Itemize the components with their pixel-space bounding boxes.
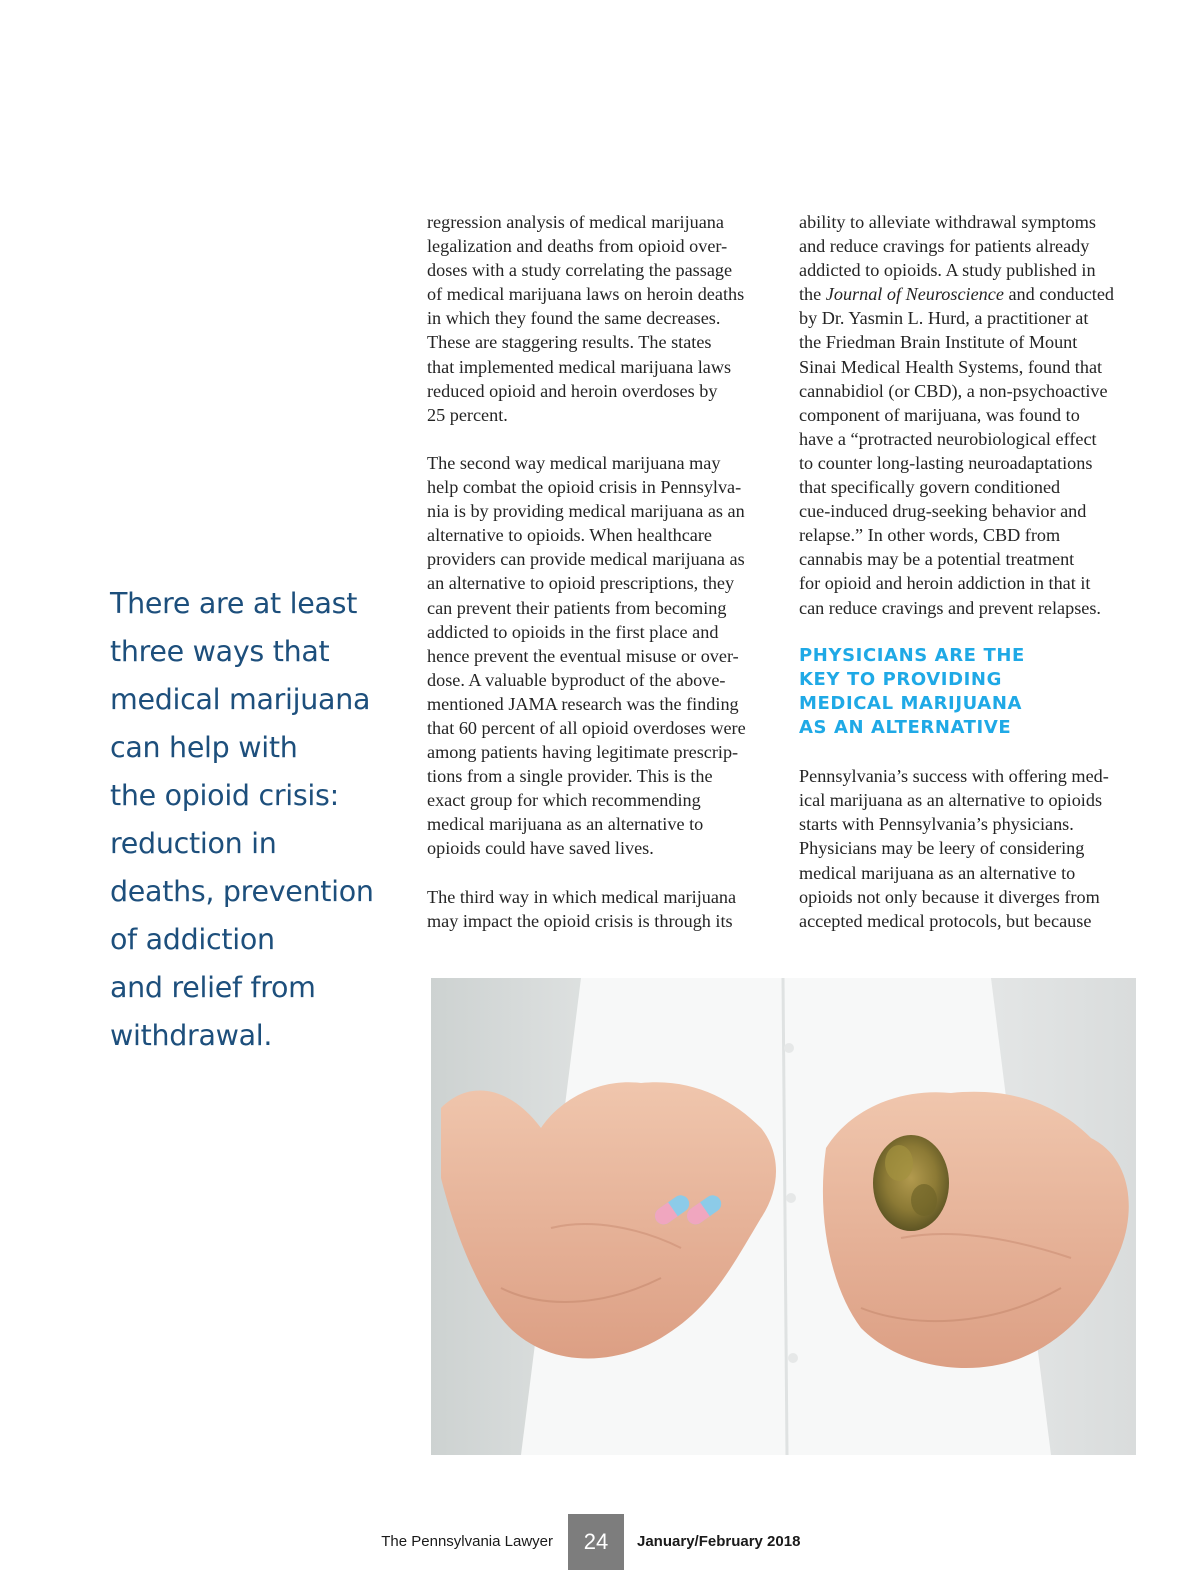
text-line: can prevent their patients from becoming	[427, 597, 727, 618]
pull-quote-line: withdrawal.	[110, 1019, 273, 1052]
text-line: Physicians may be leery of considering	[799, 838, 1085, 859]
pull-quote-line: the opioid crisis:	[110, 779, 339, 812]
text-line: by Dr. Yasmin L. Hurd, a practitioner at	[799, 308, 1089, 329]
text-line: exact group for which recommending	[427, 790, 701, 811]
pull-quote-line: reduction in	[110, 827, 277, 860]
text-line: to counter long-lasting neuroadaptations	[799, 452, 1093, 473]
hands-photo	[431, 978, 1136, 1455]
text-line: the Friedman Brain Institute of Mount	[799, 332, 1078, 353]
text-line: for opioid and heroin addiction in that it	[799, 573, 1091, 594]
text-run: and conducted	[1003, 284, 1115, 305]
article-column-2	[799, 210, 1144, 957]
issue-date: January/February 2018	[637, 1533, 801, 1550]
heading-line: PHYSICIANS ARE THE	[799, 644, 1025, 666]
article-column-1	[427, 210, 772, 957]
text-line: among patients having legitimate prescrip-	[427, 742, 739, 763]
paragraph-regression	[427, 210, 772, 427]
text-line: regression analysis of medical marijuana	[427, 212, 724, 232]
text-line: component of marijuana, was found to	[799, 404, 1080, 425]
heading-line: KEY TO PROVIDING	[799, 668, 1002, 690]
text-line: that 60 percent of all opioid overdoses were	[427, 717, 746, 738]
text-line: starts with Pennsylvania’s physicians.	[799, 814, 1074, 835]
heading-line: MEDICAL MARIJUANA	[799, 692, 1023, 714]
page-number: 24	[568, 1514, 624, 1570]
pull-quote-line: and relief from	[110, 971, 316, 1004]
pull-quote-line: can help with	[110, 731, 298, 764]
text-line: help combat the opioid crisis in Pennsylva-	[427, 477, 742, 498]
text-line: may impact the opioid crisis is through its	[427, 910, 733, 931]
text-line: nia is by providing medical marijuana as an	[427, 501, 745, 522]
text-line: opioids not only because it diverges from	[799, 886, 1100, 907]
text-line: medical marijuana as an alternative to	[799, 862, 1076, 883]
pull-quote-line: deaths, prevention	[110, 875, 374, 908]
pull-quote-line: There are at least	[110, 587, 358, 620]
text-line: cannabis may be a potential treatment	[799, 549, 1075, 570]
text-line: and reduce cravings for patients already	[799, 236, 1090, 257]
text-line: accepted medical protocols, but because	[799, 910, 1092, 931]
text-line: dose. A valuable byproduct of the above-	[427, 669, 726, 690]
text-line: tions from a single provider. This is the	[427, 766, 713, 787]
text-line: cannabidiol (or CBD), a non-psychoactive	[799, 380, 1108, 401]
text-line: providers can provide medical marijuana as	[427, 549, 745, 570]
text-line: opioids could have saved lives.	[427, 838, 654, 859]
pull-quote	[110, 580, 380, 1060]
text-line: Pennsylvania’s success with offering med-	[799, 766, 1109, 787]
journal-title: Journal of Neuroscience	[825, 284, 1004, 305]
text-line: in which they found the same decreases.	[427, 308, 721, 329]
text-line: mentioned JAMA research was the finding	[427, 693, 739, 714]
text-line: legalization and deaths from opioid over-	[427, 236, 728, 257]
text-line: cue-induced drug-seeking behavior and	[799, 501, 1087, 522]
text-line: relapse.” In other words, CBD from	[799, 525, 1061, 546]
page-footer	[0, 1514, 1200, 1570]
section-heading	[799, 644, 1144, 740]
text-line: hence prevent the eventual misuse or over-	[427, 645, 739, 666]
heading-line: AS AN ALTERNATIVE	[799, 716, 1012, 738]
text-line: medical marijuana as an alternative to	[427, 814, 704, 835]
text-line: of medical marijuana laws on heroin deaths	[427, 284, 745, 305]
text-line: that implemented medical marijuana laws	[427, 356, 732, 377]
text-line: can reduce cravings and prevent relapses.	[799, 597, 1101, 618]
pull-quote-line: medical marijuana	[110, 683, 371, 716]
text-line: an alternative to opioid prescriptions, they	[427, 573, 735, 594]
paragraph-third-way	[427, 885, 772, 933]
text-line	[799, 282, 1144, 306]
text-line: These are staggering results. The states	[427, 332, 712, 353]
text-line: ical marijuana as an alternative to opioids	[799, 790, 1103, 811]
publication-name: The Pennsylvania Lawyer	[381, 1533, 553, 1550]
paragraph-physicians	[799, 764, 1144, 933]
text-line: addicted to opioids. A study published in	[799, 260, 1096, 281]
paragraph-second-way	[427, 451, 772, 861]
text-run: the	[799, 284, 826, 305]
text-line: The second way medical marijuana may	[427, 452, 721, 473]
text-line: 25 percent.	[427, 404, 508, 425]
text-line: addicted to opioids in the first place and	[427, 621, 719, 642]
text-line: have a “protracted neurobiological effect	[799, 428, 1097, 449]
text-line: alternative to opioids. When healthcare	[427, 525, 712, 546]
text-line: ability to alleviate withdrawal symptoms	[799, 212, 1097, 232]
pull-quote-line: three ways that	[110, 635, 330, 668]
text-line: reduced opioid and heroin overdoses by	[427, 380, 718, 401]
text-line: doses with a study correlating the passage	[427, 260, 733, 281]
pull-quote-line: of addiction	[110, 923, 275, 956]
paragraph-withdrawal	[799, 210, 1144, 620]
text-line: that specifically govern conditioned	[799, 477, 1061, 498]
text-line: Sinai Medical Health Systems, found that	[799, 356, 1103, 377]
text-line: The third way in which medical marijuana	[427, 886, 737, 907]
